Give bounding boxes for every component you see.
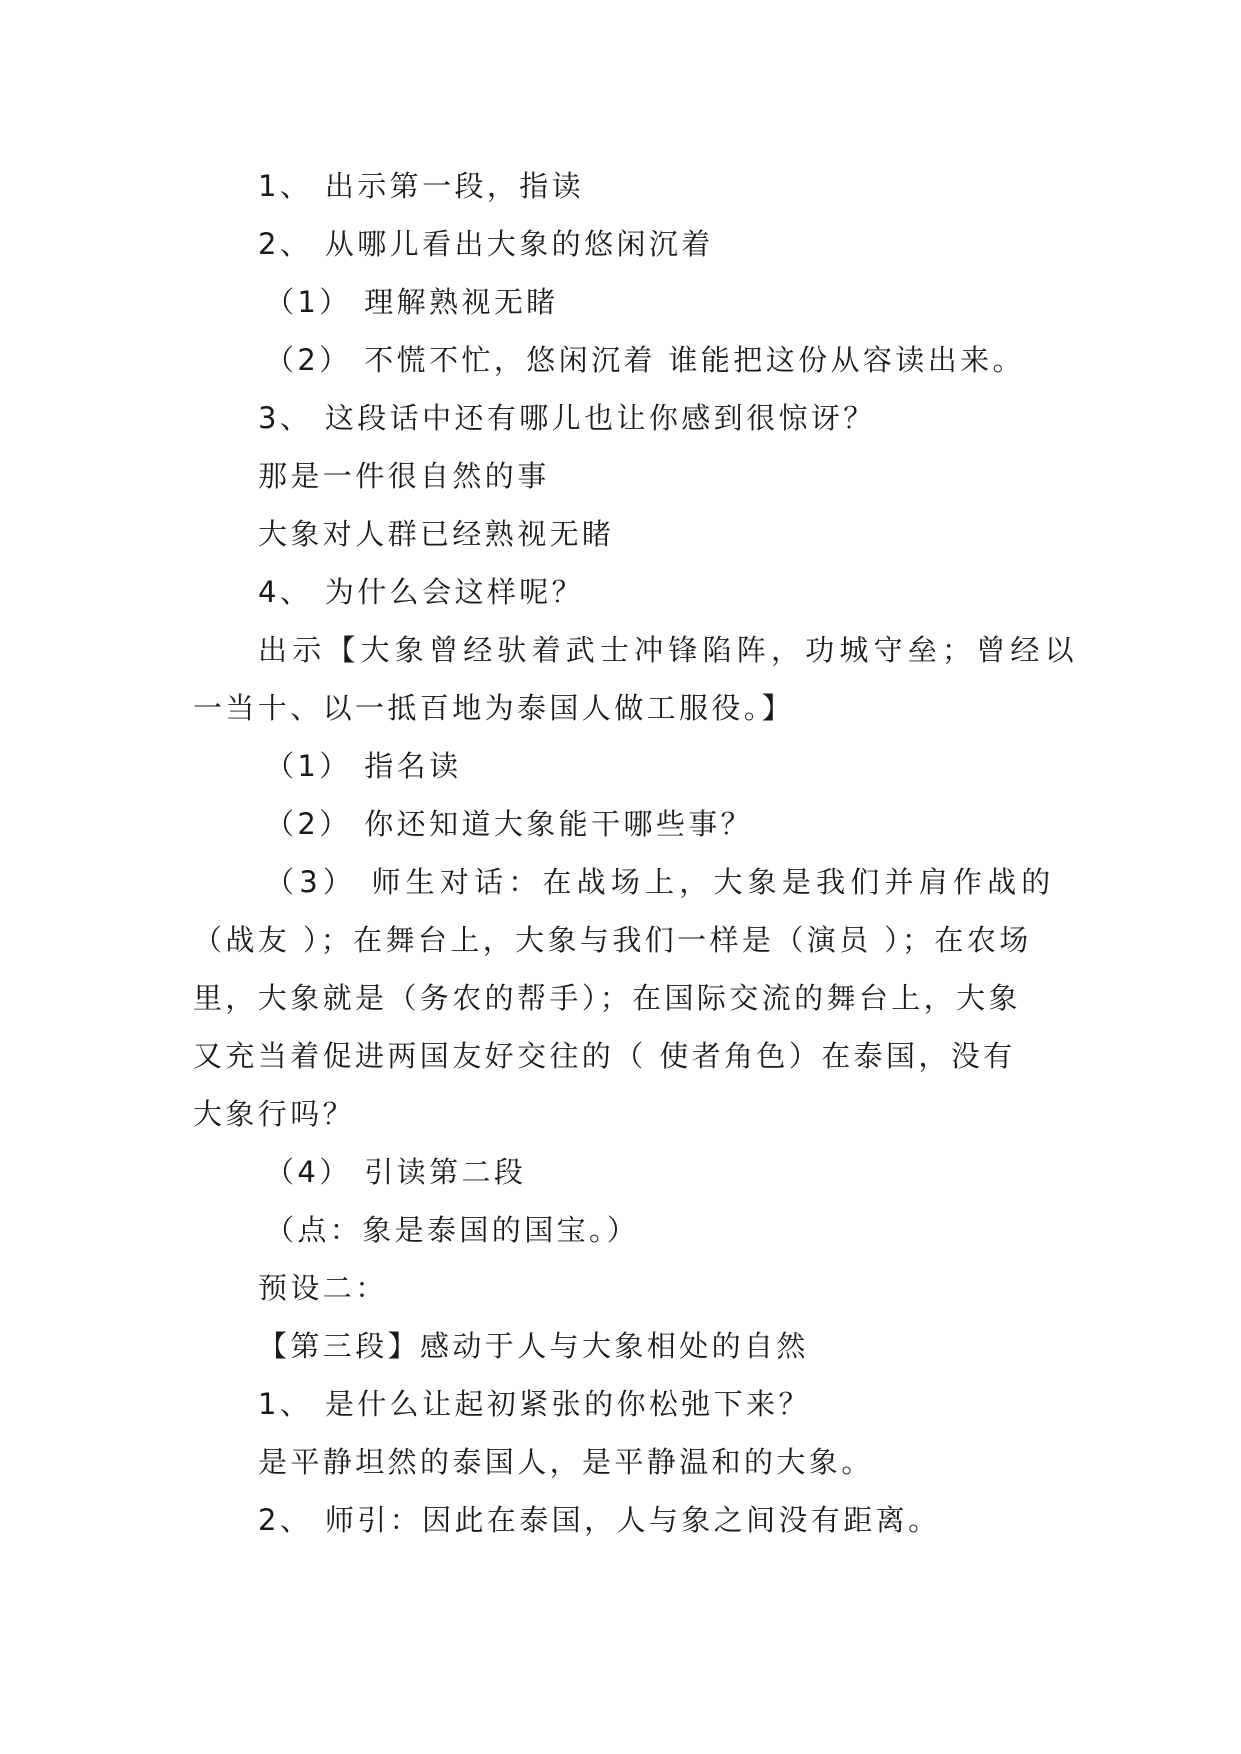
line-9: 出示【大象曾经驮着武士冲锋陷阵，功城守垒；曾经以: [258, 633, 1079, 667]
line-19: （点：象是泰国的国宝。）: [265, 1213, 640, 1247]
line-13: （3） 师生对话：在战场上，大象是我们并肩作战的: [265, 865, 1056, 899]
line-4: （2） 不慌不忙，悠闲沉着 谁能把这份从容读出来。: [265, 343, 1025, 377]
line-15: 里，大象就是（务农的帮手）；在国际交流的舞台上，大象: [193, 981, 1021, 1015]
line-18: （4） 引读第二段: [265, 1155, 527, 1189]
line-12: （2） 你还知道大象能干哪些事？: [265, 807, 754, 841]
line-10: 一当十、以一抵百地为泰国人做工服役。】: [193, 691, 795, 725]
line-5: 3、 这段话中还有哪儿也让你感到很惊讶？: [258, 401, 876, 435]
line-8: 4、 为什么会这样呢？: [258, 575, 585, 609]
line-21: 【第三段】感动于人与大象相处的自然: [258, 1329, 809, 1363]
line-24: 2、 师引：因此在泰国，人与象之间没有距离。: [258, 1503, 941, 1537]
line-2: 2、 从哪儿看出大象的悠闲沉着: [258, 227, 714, 261]
line-16: 又充当着促进两国友好交往的（ 使者角色）在泰国，没有: [193, 1039, 1016, 1073]
line-20: 预设二：: [258, 1271, 388, 1305]
line-14: （战友 ）；在舞台上，大象与我们一样是（演员 ）；在农场: [193, 923, 1032, 957]
line-11: （1） 指名读: [265, 749, 462, 783]
line-22: 1、 是什么让起初紧张的你松弛下来？: [258, 1387, 811, 1421]
line-17: 大象行吗？: [193, 1097, 356, 1131]
line-23: 是平静坦然的泰国人，是平静温和的大象。: [258, 1445, 874, 1479]
line-6: 那是一件很自然的事: [258, 459, 550, 493]
line-7: 大象对人群已经熟视无睹: [258, 517, 615, 551]
line-1: 1、 出示第一段，指读: [258, 169, 585, 203]
line-3: （1） 理解熟视无睹: [265, 285, 559, 319]
